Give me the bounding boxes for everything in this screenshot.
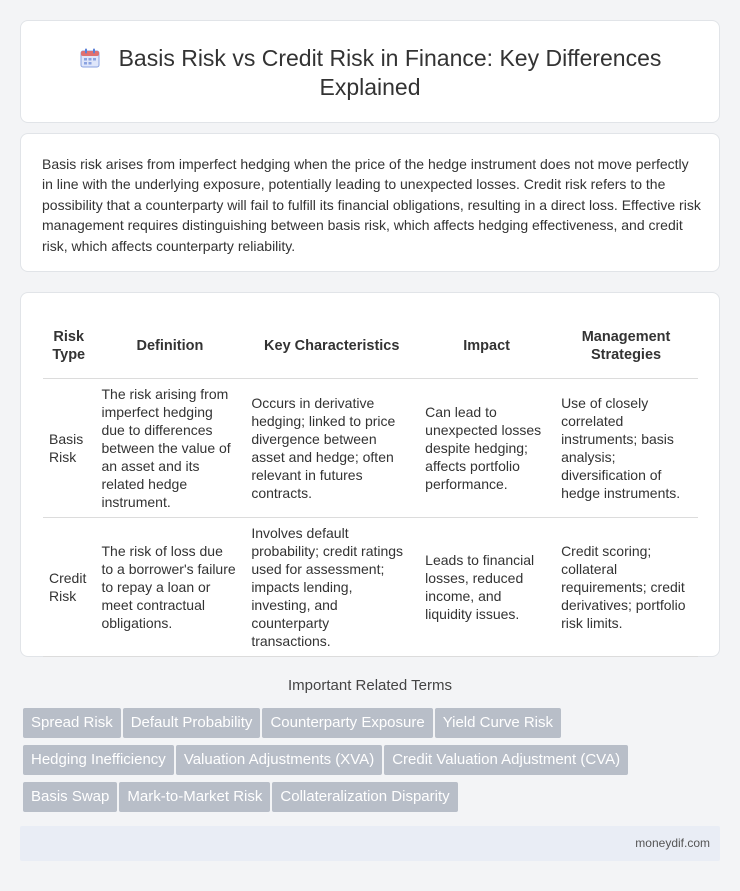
related-terms-list	[23, 708, 703, 819]
table-row	[43, 378, 698, 517]
page-title: Basis Risk vs Credit Risk in Finance: Key Differences Explained	[118, 45, 662, 100]
header-impact: Impact	[419, 315, 555, 378]
header-management-strategies: Management Strategies	[555, 315, 698, 378]
tag-basis-swap[interactable]: Basis Swap	[23, 782, 117, 812]
header-risk-type: Risk Type	[43, 315, 95, 378]
intro-card	[20, 133, 720, 272]
page-title-wrap	[21, 44, 719, 102]
title-card	[20, 20, 720, 123]
tag-spread-risk[interactable]: Spread Risk	[23, 708, 121, 738]
table-cell: The risk arising from imperfect hedging due to differences between the value of an asset and its related hedge instrument.	[95, 378, 245, 517]
tag-hedging-inefficiency[interactable]: Hedging Inefficiency	[23, 745, 174, 775]
table-cell: Basis Risk	[43, 378, 95, 517]
comparison-table-card	[20, 292, 720, 657]
table-cell: Can lead to unexpected losses despite hedging; affects portfolio performance.	[419, 378, 555, 517]
table-row	[43, 517, 698, 656]
tag-collateralization-disparity[interactable]: Collateralization Disparity	[272, 782, 457, 812]
tag-valuation-adjustments-xva[interactable]: Valuation Adjustments (XVA)	[176, 745, 382, 775]
comparison-table	[43, 315, 698, 657]
table-cell: Leads to financial losses, reduced income, and liquidity issues.	[419, 517, 555, 656]
intro-paragraph: Basis risk arises from imperfect hedging when the price of the hedge instrument does not move perfectly in line with the underlying exposure, potentially leading to unexpected losses. Credit risk refers to the possibility that a counterparty will fail to fulfill its financial obligations, resulting in a direct loss. Effective risk management requires distinguishing between basis risk, which affects hedging effectiveness, and credit risk, which affects counterparty reliability.	[42, 156, 701, 254]
tag-counterparty-exposure[interactable]: Counterparty Exposure	[262, 708, 432, 738]
header-key-characteristics: Key Characteristics	[245, 315, 419, 378]
tag-yield-curve-risk[interactable]: Yield Curve Risk	[435, 708, 561, 738]
table-cell: Use of closely correlated instruments; basis analysis; diversification of hedge instruments.	[555, 378, 698, 517]
table-cell: The risk of loss due to a borrower's failure to repay a loan or meet contractual obligations.	[95, 517, 245, 656]
header-definition: Definition	[95, 315, 245, 378]
calendar-icon	[79, 47, 101, 69]
footer	[20, 826, 720, 861]
related-terms-title: Important Related Terms	[288, 677, 452, 694]
table-header-row	[43, 315, 698, 378]
table-cell: Involves default probability; credit ratings used for assessment; impacts lending, investing, and counterparty transactions.	[245, 517, 419, 656]
tag-credit-valuation-adjustment-cva[interactable]: Credit Valuation Adjustment (CVA)	[384, 745, 628, 775]
table-cell: Occurs in derivative hedging; linked to price divergence between asset and hedge; often relevant in futures contracts.	[245, 378, 419, 517]
table-cell: Credit Risk	[43, 517, 95, 656]
table-cell: Credit scoring; collateral requirements; credit derivatives; portfolio risk limits.	[555, 517, 698, 656]
footer-site: moneydif.com	[635, 836, 710, 850]
tag-mark-to-market-risk[interactable]: Mark-to-Market Risk	[119, 782, 270, 812]
tag-default-probability[interactable]: Default Probability	[123, 708, 261, 738]
